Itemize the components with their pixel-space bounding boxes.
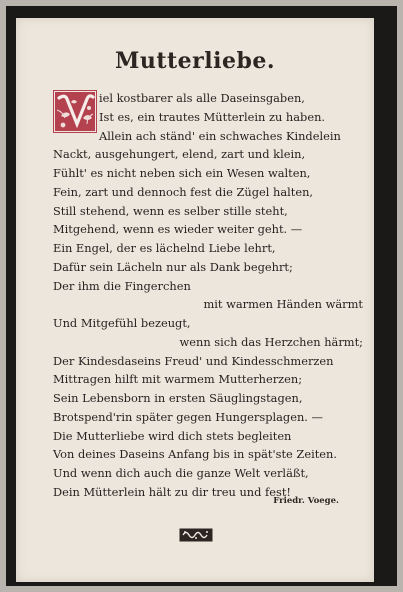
poem-line: Dafür sein Lächeln nur als Dank begehrt;	[53, 259, 293, 274]
poem-line: iel kostbarer als alle Daseinsgaben,	[99, 91, 305, 105]
poem-title: Mutterliebe.	[114, 48, 275, 74]
postcard	[16, 18, 374, 582]
poem-line: Fühlt' es nicht neben sich ein Wesen walten,	[53, 166, 311, 180]
poem-line: Allein ach ständ' ein schwaches Kindelein	[99, 128, 341, 143]
poem-line: Sein Lebensborn in ersten Säuglingstagen,	[53, 391, 303, 405]
poem-line: Der ihm die Fingerchen	[53, 278, 191, 293]
ornament-icon	[179, 528, 213, 542]
poem-line: Mittragen hilft mit warmem Mutterherzen;	[53, 372, 303, 387]
poem-line: Die Mutterliebe wird dich stets begleiten	[53, 428, 292, 443]
poem-line: Und wenn dich auch die ganze Welt verläßt,	[53, 466, 309, 480]
poem-line: Still stehend, wenn es selber stille steht,	[53, 203, 288, 218]
poem-line: Dein Mütterlein hält zu dir treu und fest!	[53, 484, 291, 499]
poem-line: wenn sich das Herzchen härmt;	[179, 334, 363, 349]
poem-line: Ein Engel, der es lächelnd Liebe lehrt,	[53, 241, 276, 255]
poem-line: Fein, zart und dennoch fest die Zügel halten,	[53, 184, 314, 199]
poem-line: Mitgehend, wenn es wieder weiter geht. —	[53, 222, 303, 237]
poem-line: Nackt, ausgehungert, elend, zart und klein,	[53, 147, 306, 162]
poem-line: Und Mitgefühl bezeugt,	[53, 316, 191, 330]
poem-line: mit warmen Händen wärmt	[203, 297, 363, 312]
poem-body	[53, 89, 363, 502]
poem-line: Der Kindesdaseins Freud' und Kindesschmerzen	[53, 353, 334, 368]
author-signature: Friedr. Voege.	[273, 496, 339, 506]
poem-line: Von deines Daseins Anfang bis in spät'ste Zeiten.	[53, 447, 337, 462]
poem-line: Brotspend'rin später gegen Hungersplagen. —	[53, 409, 323, 424]
poem-line: Ist es, ein trautes Mütterlein zu haben.	[99, 109, 326, 124]
decorative-ornament	[179, 527, 213, 541]
